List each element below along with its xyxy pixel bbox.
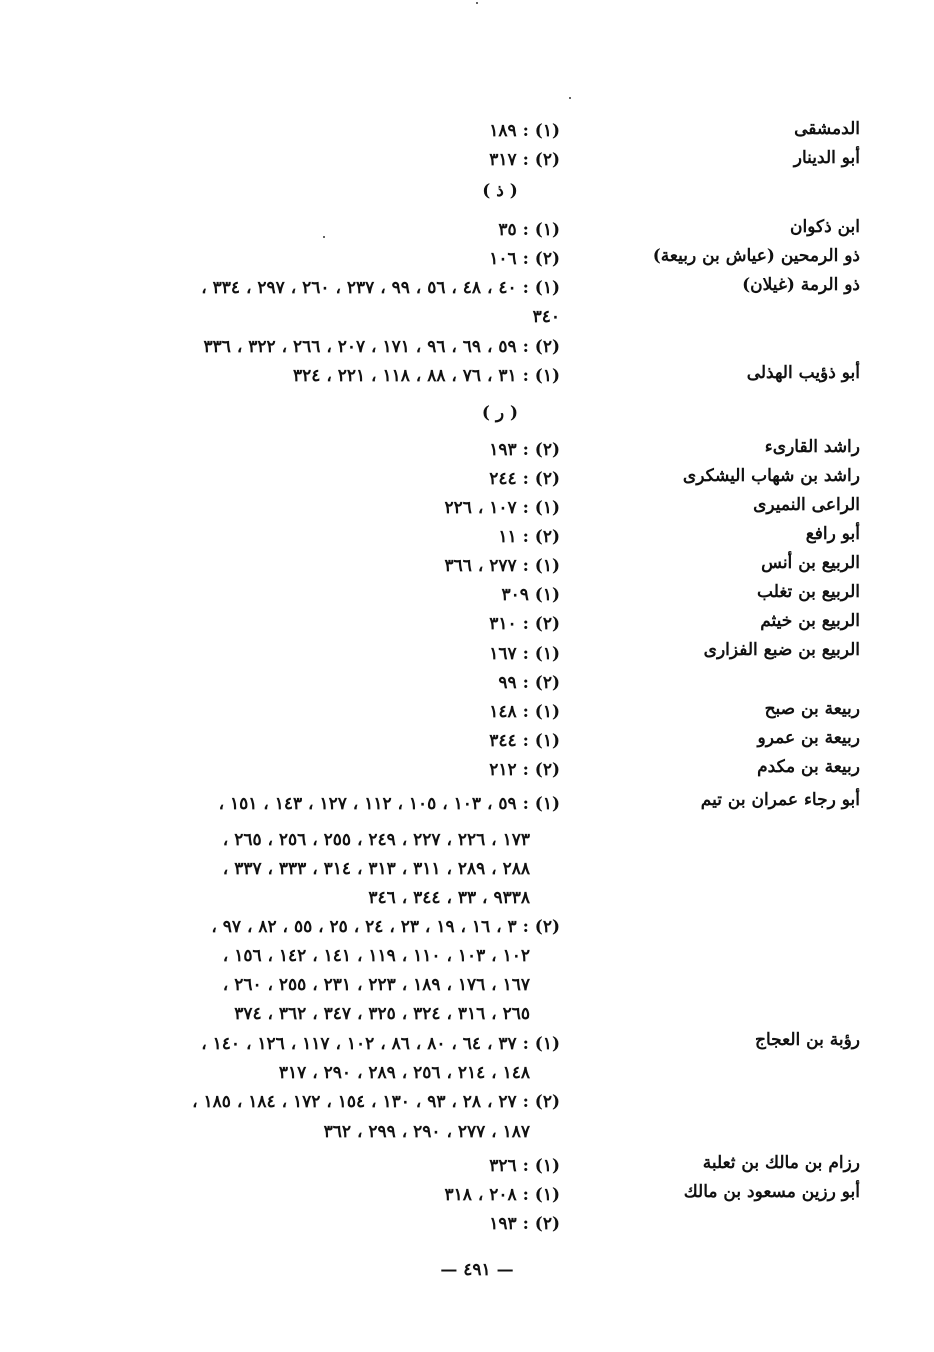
entry-reference: (١) : ١٤٨ xyxy=(489,702,560,722)
entry-name: الربيع بن ضبع الفزارى xyxy=(703,640,860,660)
entry-reference-continuation: ١٦٧ ، ١٧٦ ، ١٨٩ ، ٢٢٣ ، ٢٣١ ، ٢٥٥ ، ٢٦٠ ، xyxy=(222,975,530,995)
entry-reference: (١) : ٣٢٦ xyxy=(489,1156,560,1176)
entry-name: أبو الدينار xyxy=(793,148,860,168)
entry-name: أبو رزين مسعود بن مالك xyxy=(683,1182,860,1202)
entry-reference: (٢) : ٢٤٤ xyxy=(489,469,560,489)
entry-name: راشد بن شهاب اليشكرى xyxy=(682,466,860,486)
entry-reference-continuation: ٩٣٣٨ ، ٣٣ ، ٣٤٤ ، ٣٤٦ xyxy=(368,888,530,908)
entry-reference-continuation: ٢٦٥ ، ٣١٦ ، ٣٢٤ ، ٣٢٥ ، ٣٤٧ ، ٣٦٢ ، ٣٧٤ xyxy=(234,1004,530,1024)
entry-reference: (٢) : ١٩٣ xyxy=(489,440,560,460)
entry-reference: (٢) : ٣ ، ١٦ ، ١٩ ، ٢٣ ، ٢٤ ، ٢٥ ، ٥٥ ، ٨٢ ، ٩٧ ، xyxy=(211,917,560,937)
entry-name: أبو رجاء عمران بن تيم xyxy=(700,790,860,810)
section-heading: ( ر ) xyxy=(481,403,519,423)
entry-reference: (٢) : ١١ xyxy=(498,527,560,547)
entry-name: رزام بن مالك بن ثعلبة xyxy=(702,1153,860,1173)
entry-name: الراعى النميرى xyxy=(753,495,860,515)
entry-reference-continuation: ١٧٣ ، ٢٢٦ ، ٢٢٧ ، ٢٤٩ ، ٢٥٥ ، ٢٥٦ ، ٢٦٥ ، xyxy=(222,830,530,850)
entry-reference: (٢) : ٢١٢ xyxy=(489,760,560,780)
entry-reference: (١) : ٢٧٧ ، ٣٦٦ xyxy=(444,556,560,576)
entry-name: ربيعة بن مكدم xyxy=(757,757,860,777)
entry-name: الربيع بن أنس xyxy=(761,553,860,573)
entry-reference: (٢) : ١٠٦ xyxy=(489,249,560,269)
scan-speck xyxy=(323,236,325,238)
section-heading: ( ذ ) xyxy=(482,181,518,201)
entry-name: ذو الرمة (غيلان) xyxy=(742,275,860,295)
entry-name: ذو الرمحين (عياش بن ربيعة) xyxy=(652,246,860,266)
entry-name: راشد القارىء xyxy=(764,437,860,457)
entry-reference: (٢) : ٩٩ xyxy=(498,673,560,693)
entry-reference: (١) : ٥٩ ، ١٠٣ ، ١٠٥ ، ١١٢ ، ١٢٧ ، ١٤٣ ، ١٥١ ، xyxy=(218,794,560,814)
entry-reference: (١) : ٢٠٨ ، ٣١٨ xyxy=(444,1185,560,1205)
entry-reference-continuation: ٣٤٠ xyxy=(532,307,560,327)
entry-reference: (١) ٣٠٩ xyxy=(501,585,560,605)
entry-name: رؤبة بن العجاج xyxy=(754,1030,860,1050)
entry-name: أبو ذؤيب الهذلى xyxy=(746,363,860,383)
entry-reference: (٢) : ١٩٣ xyxy=(489,1214,560,1234)
entry-reference: (٢) : ٥٩ ، ٦٩ ، ٩٦ ، ١٧١ ، ٢٠٧ ، ٢٦٦ ، ٣٢٢ ، ٣٣٦ xyxy=(203,337,560,357)
entry-name: الربيع بن خيثم xyxy=(760,611,860,631)
entry-reference: (١) : ٣٧ ، ٦٤ ، ٨٠ ، ٨٦ ، ١٠٢ ، ١١٧ ، ١٢٦ ، ١٤٠ ، xyxy=(201,1034,560,1054)
entry-name: ربيعة بن عمرو xyxy=(757,728,860,748)
entry-reference: (١) : ٣٥ xyxy=(498,220,560,240)
entry-reference-continuation: ١٨٧ ، ٢٧٧ ، ٢٩٠ ، ٢٩٩ ، ٣٦٢ xyxy=(323,1122,530,1142)
entry-reference: (١) : ٣١ ، ٧٦ ، ٨٨ ، ١١٨ ، ٢٢١ ، ٣٢٤ xyxy=(293,366,560,386)
entry-reference-continuation: ٢٨٨ ، ٢٨٩ ، ٣١١ ، ٣١٣ ، ٣١٤ ، ٣٣٣ ، ٣٣٧ ، xyxy=(222,859,530,879)
page-number: — ٤٩١ — xyxy=(440,1260,514,1280)
scan-speck xyxy=(476,2,478,4)
entry-reference: (١) : ١٠٧ ، ٢٢٦ xyxy=(444,498,560,518)
entry-name: ربيعة بن صبح xyxy=(764,699,860,719)
entry-name: الدمشقى xyxy=(794,119,860,139)
entry-reference: (٢) : ٣١٧ xyxy=(489,150,560,170)
entry-reference: (٢) : ٢٧ ، ٢٨ ، ٩٣ ، ١٣٠ ، ١٥٤ ، ١٧٢ ، ١٨٤ ، ١٨٥ ، xyxy=(192,1092,560,1112)
entry-name: ابن ذكوان xyxy=(790,217,860,237)
entry-name: الربيع بن تغلب xyxy=(757,582,860,602)
entry-reference: (١) : ٤٠ ، ٤٨ ، ٥٦ ، ٩٩ ، ٢٣٧ ، ٢٦٠ ، ٢٩٧ ، ٣٣٤ ، xyxy=(201,278,560,298)
entry-reference-continuation: ١٠٢ ، ١٠٣ ، ١١٠ ، ١١٩ ، ١٤١ ، ١٤٢ ، ١٥٦ ، xyxy=(222,946,530,966)
entry-name: أبو رافع xyxy=(805,524,860,544)
scan-speck xyxy=(569,97,571,99)
entry-reference: (١) : ١٦٧ xyxy=(489,644,560,664)
entry-reference: (٢) : ٣١٠ xyxy=(489,614,560,634)
entry-reference-continuation: ١٤٨ ، ٢١٤ ، ٢٥٦ ، ٢٨٩ ، ٢٩٠ ، ٣١٧ xyxy=(278,1063,530,1083)
entry-reference: (١) : ٣٤٤ xyxy=(489,731,560,751)
entry-reference: (١) : ١٨٩ xyxy=(489,121,560,141)
